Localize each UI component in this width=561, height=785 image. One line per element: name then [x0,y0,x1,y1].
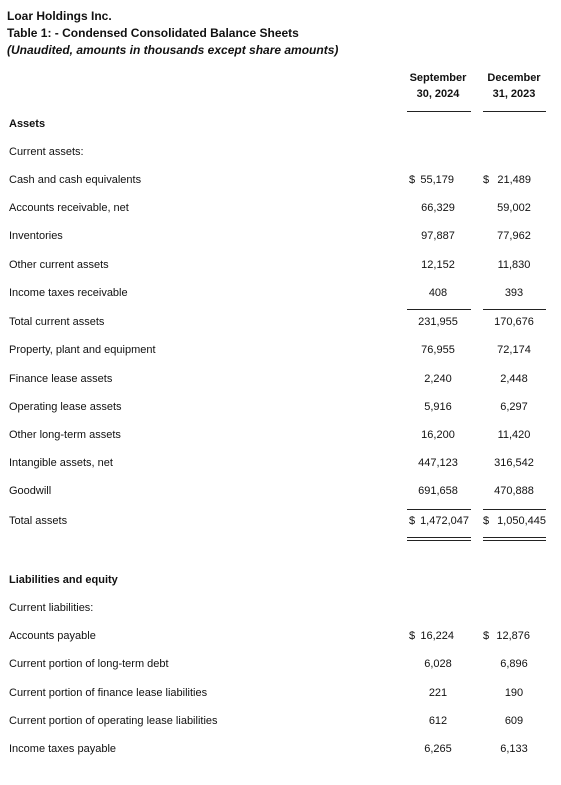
amount: 6,265 [424,743,452,755]
amount: 221 [428,687,448,699]
row-label: Other long-term assets [9,429,121,441]
amount: 609 [504,715,524,727]
total-rule [483,509,546,510]
amount: 393 [504,287,524,299]
amount: 447,123 [418,457,458,469]
column-header-line1: September [409,72,467,84]
amount: 2,240 [424,373,452,385]
currency-symbol: $ [409,174,416,186]
table-row [0,200,561,216]
amount: 6,896 [500,658,528,670]
row-label: Operating lease assets [9,401,122,413]
table-row [0,285,561,301]
row-label: Intangible assets, net [9,457,113,469]
amount: 6,297 [500,401,528,413]
currency-symbol: $ [483,515,490,527]
currency-symbol: $ [409,515,416,527]
company-name: Loar Holdings Inc. [7,9,112,23]
table-row [0,172,561,188]
amount: 77,962 [497,230,531,242]
amount: 12,876 [496,630,530,642]
amount: 6,133 [500,743,528,755]
double-underline [407,540,471,541]
row-label: Liabilities and equity [9,574,118,586]
row-label: Other current assets [9,259,109,271]
row-label: Current portion of long-term debt [9,658,169,670]
amount: 76,955 [421,344,455,356]
table-title: Table 1: - Condensed Consolidated Balance Sheets [7,26,299,40]
amount: 11,420 [497,429,531,441]
table-row [0,741,561,757]
table-row [0,257,561,273]
amount: 12,152 [421,259,455,271]
table-row [0,628,561,644]
amount: 170,676 [494,316,534,328]
currency-symbol: $ [409,630,416,642]
amount: 1,050,445 [497,515,546,527]
amount: 16,200 [421,429,455,441]
currency-symbol: $ [483,174,490,186]
amount: 55,179 [420,174,454,186]
table-row [0,656,561,672]
row-label: Current portion of operating lease liabilities [9,715,218,727]
row-label: Total current assets [9,316,105,328]
table-row [0,427,561,443]
table-row [0,455,561,471]
table-row [0,685,561,701]
column-header-line2: 31, 2023 [492,88,536,100]
amount: 612 [428,715,448,727]
amount: 691,658 [418,485,458,497]
section-header [0,572,561,588]
row-label: Current portion of finance lease liabilities [9,687,208,699]
amount: 66,329 [421,202,455,214]
row-label: Cash and cash equivalents [9,174,142,186]
amount: 6,028 [424,658,452,670]
amount: 408 [428,287,448,299]
row-label: Accounts payable [9,630,96,642]
column-header-line1: December [487,72,541,84]
row-label: Income taxes payable [9,743,117,755]
row-label: Inventories [9,230,63,242]
total-rule [407,509,471,510]
subheader-row [0,600,561,616]
table-row [0,483,561,499]
subtotal-rule [483,309,546,310]
table-row [0,228,561,244]
row-label: Total assets [9,515,68,527]
header-rule [483,111,546,112]
amount: 11,830 [497,259,531,271]
table-row [0,342,561,358]
amount: 1,472,047 [420,515,469,527]
header-rule [407,111,471,112]
row-label: Accounts receivable, net [9,202,129,214]
currency-symbol: $ [483,630,490,642]
row-label: Current liabilities: [9,602,94,614]
amount: 97,887 [421,230,455,242]
subtotal-rule [407,309,471,310]
row-label: Income taxes receivable [9,287,128,299]
amount: 231,955 [418,316,458,328]
amount: 21,489 [497,174,531,186]
table-row [0,713,561,729]
table-subtitle: (Unaudited, amounts in thousands except share amounts) [7,43,339,57]
amount: 59,002 [497,202,531,214]
double-underline [483,540,546,541]
double-underline [407,537,471,538]
table-row [0,399,561,415]
row-label: Current assets: [9,146,84,158]
amount: 2,448 [500,373,528,385]
column-header-dec-2023 [481,70,547,102]
table-row [0,314,561,330]
amount: 72,174 [497,344,531,356]
amount: 316,542 [494,457,534,469]
subheader-row [0,144,561,160]
amount: 190 [504,687,524,699]
row-label: Finance lease assets [9,373,113,385]
amount: 470,888 [494,485,534,497]
double-underline [483,537,546,538]
table-row [0,371,561,387]
column-header-line2: 30, 2024 [416,88,460,100]
amount: 5,916 [424,401,452,413]
row-label: Property, plant and equipment [9,344,156,356]
row-label: Goodwill [9,485,52,497]
row-label: Assets [9,118,46,130]
total-row [0,513,561,529]
section-header [0,116,561,132]
column-header-sep-2024 [405,70,471,102]
amount: 16,224 [420,630,454,642]
